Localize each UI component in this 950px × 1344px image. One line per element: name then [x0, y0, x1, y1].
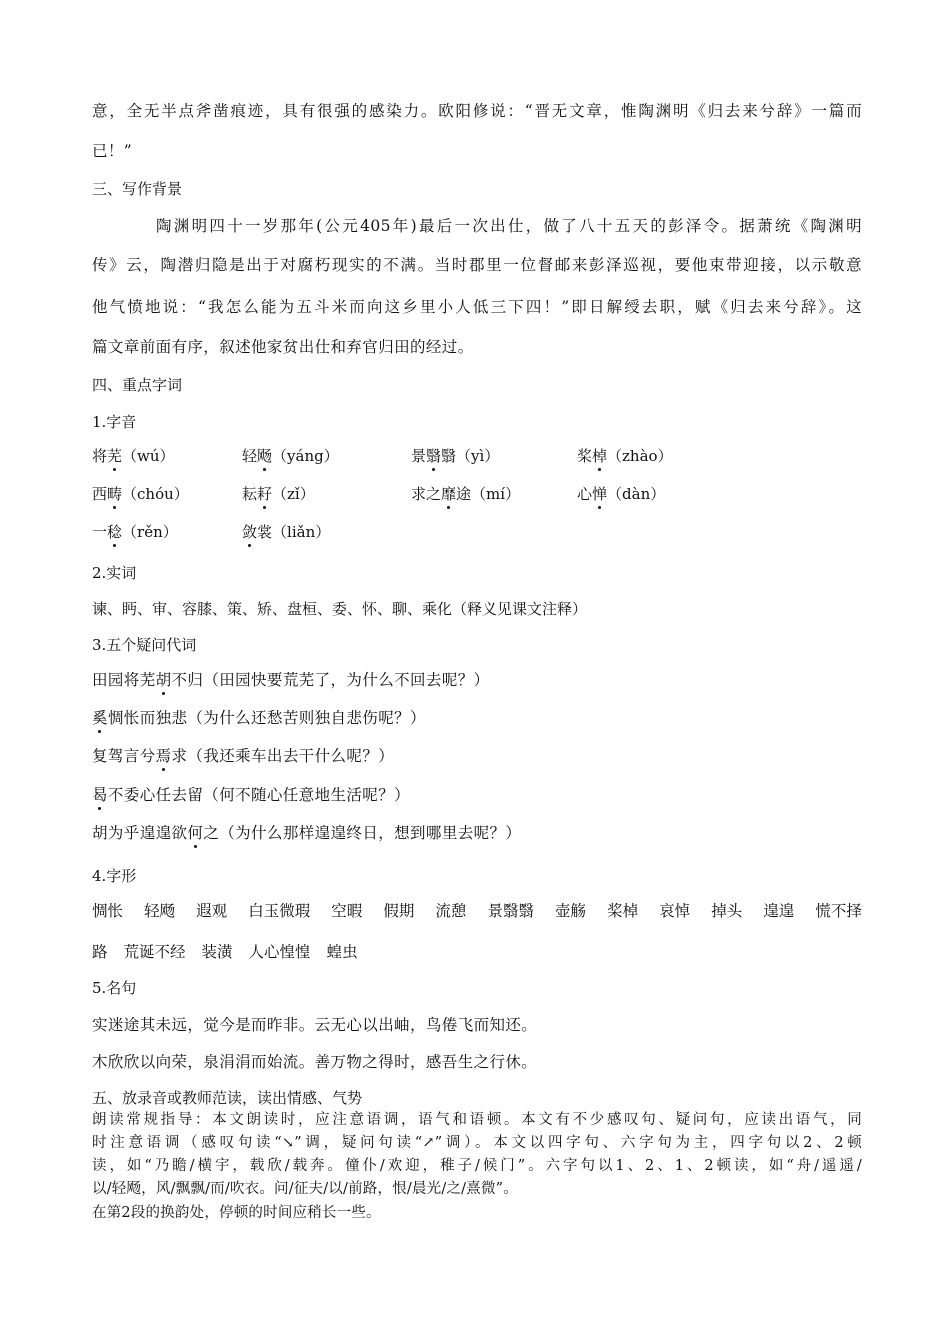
pinyin: （rěn） [122, 523, 178, 541]
emphasis-char: 飏 [257, 447, 273, 465]
glyph-word: 掉头 [711, 902, 743, 920]
glyph-word: 白玉微瑕 [248, 902, 311, 920]
interrogative-line [92, 785, 862, 805]
glyph-row [92, 942, 374, 962]
paragraph-line: 朗读常规指导：本文朗读时，应注意语调，语气和语顿。本文有不少感叹句、疑问句，应读出语气，同 [92, 1112, 862, 1128]
paragraph-line: 他气愤地说：“我怎么能为五斗米而向这乡里小人低三下四！”即日解绶去职，赋《归去来兮辞》。这 [92, 298, 862, 316]
content-words: 谏、眄、审、容膝、策、矫、盘桓、委、怀、聊、乘化（释义见课文注释） [92, 600, 588, 618]
subsection-heading: 1.字音 [92, 413, 137, 431]
text-segment: 翳 [441, 447, 457, 465]
text-segment: 轻 [242, 447, 258, 465]
pinyin: （yáng） [272, 447, 339, 465]
text-segment: 不委心任去留（何不随心任意地生活呢？） [107, 786, 411, 804]
text-segment: 途 [456, 485, 472, 503]
section-heading: 五、放录音或教师范读，读出情感、气势 [92, 1089, 363, 1107]
glyph-word: 遑遑 [763, 902, 795, 920]
pronunciation-item [577, 484, 665, 504]
paragraph-line: 意，全无半点斧凿痕迹，具有很强的感染力。欧阳修说：“晋无文章，惟陶渊明《归去来兮辞》一篇而 [92, 102, 862, 120]
pinyin: （liǎn） [272, 523, 331, 541]
emphasis-char: 芜 [107, 447, 123, 465]
section-heading: 三、写作背景 [92, 180, 183, 198]
glyph-word: 流憩 [435, 902, 467, 920]
emphasis-char: 翳 [426, 447, 442, 465]
text-segment: 将 [92, 447, 108, 465]
text-segment: 裳 [257, 523, 273, 541]
pinyin: （mí） [471, 485, 521, 503]
interrogative-line [92, 708, 862, 728]
glyph-word: 轻飏 [144, 902, 176, 920]
emphasis-char: 奚 [92, 709, 108, 727]
text-segment: 田园将芜 [92, 671, 156, 689]
pronunciation-item [411, 484, 520, 504]
pinyin: （dàn） [607, 485, 666, 503]
emphasis-char: 稔 [107, 523, 123, 541]
pronunciation-item [577, 446, 673, 466]
text-segment: 复驾言兮 [92, 747, 156, 765]
subsection-heading: 2.实词 [92, 564, 137, 582]
glyph-word: 假期 [383, 902, 415, 920]
pronunciation-item [242, 446, 339, 466]
paragraph-line: 以/轻飏，风/飘飘/而/吹衣。问/征夫/以/前路，恨/晨光/之/熹微”。 [92, 1181, 518, 1197]
glyph-word: 路 [92, 943, 108, 961]
text-segment: 心 [577, 485, 593, 503]
text-segment: 桨 [577, 447, 593, 465]
glyph-word: 装潢 [201, 943, 233, 961]
text-segment: 求（我还乘车出去干什么呢？） [171, 747, 395, 765]
emphasis-char: 曷 [92, 786, 108, 804]
glyph-word: 人心惶惶 [248, 943, 311, 961]
text-segment: 胡为乎遑遑欲 [92, 824, 188, 842]
emphasis-char: 惮 [592, 485, 608, 503]
glyph-word: 遐观 [196, 902, 228, 920]
text-segment: 西 [92, 485, 108, 503]
glyph-row [92, 901, 862, 921]
emphasis-char: 畴 [107, 485, 123, 503]
text-segment: 求之 [411, 485, 442, 503]
pinyin: （zǐ） [272, 485, 315, 503]
emphasis-char: 焉 [155, 747, 172, 765]
section-heading: 四、重点字词 [92, 376, 183, 394]
subsection-heading: 5.名句 [92, 979, 137, 997]
glyph-word: 荒诞不经 [123, 943, 186, 961]
glyph-word: 慌不择 [815, 902, 862, 920]
emphasis-char: 敛 [242, 523, 258, 541]
pronunciation-item [92, 446, 175, 466]
pinyin: （wú） [122, 447, 175, 465]
pronunciation-item [242, 522, 330, 542]
interrogative-line [92, 823, 862, 843]
paragraph-line: 时注意语调（感叹句读“↘”调，疑问句读“↗”调）。本文以四字句、六字句为主，四字句以2、2顿 [92, 1135, 862, 1151]
pinyin: （zhào） [607, 447, 673, 465]
interrogative-line [92, 746, 862, 766]
glyph-word: 哀悼 [659, 902, 691, 920]
subsection-heading: 3.五个疑问代词 [92, 636, 197, 654]
emphasis-char: 棹 [592, 447, 608, 465]
interrogative-line [92, 670, 862, 690]
pinyin: （yì） [456, 447, 500, 465]
famous-line: 木欣欣以向荣，泉涓涓而始流。善万物之得时，感吾生之行休。 [92, 1053, 538, 1071]
paragraph-line: 篇文章前面有序，叙述他家贫出仕和弃官归田的经过。 [92, 338, 474, 356]
text-segment: 不归（田园快要荒芜了，为什么不回去呢？） [171, 671, 490, 689]
subsection-heading: 4.字形 [92, 867, 137, 885]
glyph-word: 桨棹 [607, 902, 639, 920]
glyph-word: 壶觞 [555, 902, 587, 920]
emphasis-char: 靡 [441, 485, 457, 503]
text-segment: 耘 [242, 485, 258, 503]
paragraph-line: 已！” [92, 142, 133, 160]
text-segment: 之（为什么那样遑遑终日，想到哪里去呢？） [203, 824, 522, 842]
text-segment: 景 [411, 447, 427, 465]
glyph-word: 空暇 [331, 902, 363, 920]
glyph-word: 景翳翳 [487, 902, 534, 920]
glyph-word: 蝗虫 [326, 943, 358, 961]
paragraph-line: 陶渊明四十一岁那年(公元405年)最后一次出仕，做了八十五天的彭泽令。据萧统《陶渊明 [156, 217, 862, 235]
emphasis-char: 胡 [155, 671, 172, 689]
pinyin: （chóu） [122, 485, 189, 503]
emphasis-char: 何 [187, 824, 204, 842]
emphasis-char: 耔 [257, 485, 273, 503]
paragraph-line: 读，如“乃瞻/横宇，载欣/载奔。僮仆/欢迎，稚子/候门”。六字句以1、2、1、2顿读，如“舟/遥遥/ [92, 1158, 862, 1174]
paragraph-line: 传》云，陶潜归隐是出于对腐朽现实的不满。当时郡里一位督邮来彭泽巡视，要他束带迎接，以示敬意 [92, 256, 862, 274]
pronunciation-item [92, 484, 189, 504]
pronunciation-item [411, 446, 499, 466]
pronunciation-item [242, 484, 315, 504]
paragraph-line: 在第2段的换韵处，停顿的时间应稍长一些。 [92, 1205, 381, 1221]
text-segment: 一 [92, 523, 108, 541]
famous-line: 实迷途其未远，觉今是而昨非。云无心以出岫，鸟倦飞而知还。 [92, 1016, 538, 1034]
glyph-word: 惆怅 [92, 902, 124, 920]
text-segment: 惆怅而独悲（为什么还愁苦则独自悲伤呢？） [107, 709, 426, 727]
pronunciation-item [92, 522, 178, 542]
